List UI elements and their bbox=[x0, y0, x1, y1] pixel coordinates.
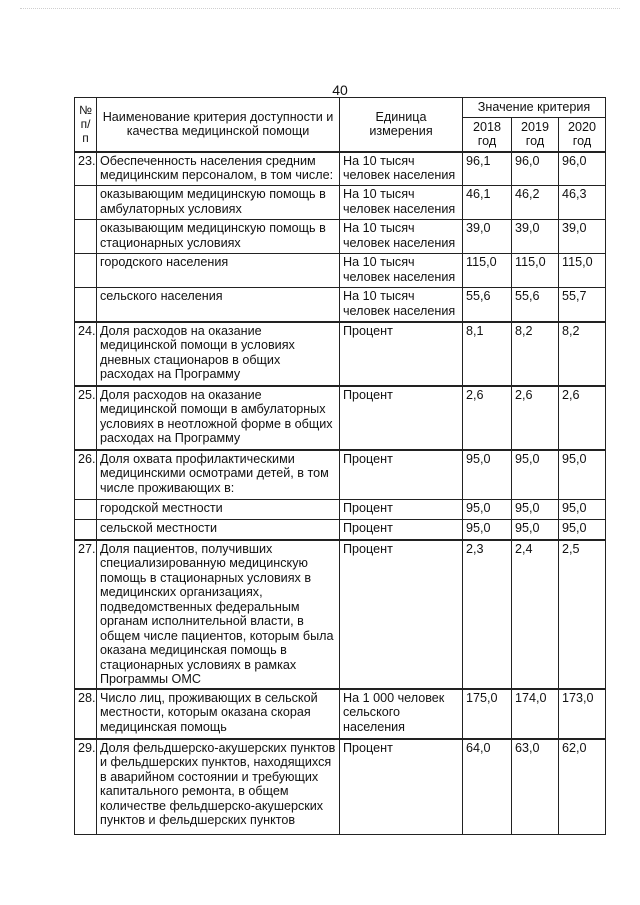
table-row bbox=[75, 739, 606, 835]
value-2020: 62,0 bbox=[559, 739, 606, 835]
value-2019: 55,6 bbox=[512, 288, 559, 322]
scan-artifact bbox=[20, 8, 620, 11]
header-year-2018: 2018 год bbox=[463, 117, 512, 152]
value-2020: 46,3 bbox=[559, 186, 606, 220]
row-number bbox=[75, 220, 97, 254]
value-2019: 174,0 bbox=[512, 689, 559, 739]
unit-cell: Процент bbox=[340, 739, 463, 835]
value-2018: 8,1 bbox=[463, 322, 512, 386]
value-2019: 39,0 bbox=[512, 220, 559, 254]
row-number bbox=[75, 500, 97, 520]
row-number: 23. bbox=[75, 152, 97, 186]
row-number bbox=[75, 288, 97, 322]
page-number: 40 bbox=[332, 82, 348, 98]
value-2019: 95,0 bbox=[512, 450, 559, 500]
header-num: № п/п bbox=[75, 98, 97, 152]
criterion-name: оказывающим медицинскую помощь в стационарных условиях bbox=[97, 220, 340, 254]
row-number: 28. bbox=[75, 689, 97, 739]
value-2018: 46,1 bbox=[463, 186, 512, 220]
table-row bbox=[75, 540, 606, 689]
table-row bbox=[75, 288, 606, 322]
table-row bbox=[75, 500, 606, 520]
value-2020: 95,0 bbox=[559, 500, 606, 520]
unit-cell: Процент bbox=[340, 386, 463, 450]
row-number: 26. bbox=[75, 450, 97, 500]
criterion-name: сельской местности bbox=[97, 520, 340, 540]
criterion-name: Доля расходов на оказание медицинской помощи в амбулаторных условиях в неотложной форме в общих расходах на Программу bbox=[97, 386, 340, 450]
row-number: 24. bbox=[75, 322, 97, 386]
value-2019: 8,2 bbox=[512, 322, 559, 386]
criterion-name: Обеспеченность населения средним медицинским персоналом, в том числе: bbox=[97, 152, 340, 186]
value-2020: 95,0 bbox=[559, 450, 606, 500]
value-2020: 115,0 bbox=[559, 254, 606, 288]
value-2018: 95,0 bbox=[463, 500, 512, 520]
criterion-name: Доля расходов на оказание медицинской помощи в условиях дневных стационаров в общих расходах на Программу bbox=[97, 322, 340, 386]
value-2020: 8,2 bbox=[559, 322, 606, 386]
header-year-2020: 2020 год bbox=[559, 117, 606, 152]
table-header bbox=[75, 98, 606, 152]
row-number bbox=[75, 520, 97, 540]
value-2020: 173,0 bbox=[559, 689, 606, 739]
unit-cell: На 10 тысяч человек населения bbox=[340, 186, 463, 220]
row-number: 25. bbox=[75, 386, 97, 450]
criterion-name: Число лиц, проживающих в сельской местности, которым оказана скорая медицинская помощь bbox=[97, 689, 340, 739]
row-number: 29. bbox=[75, 739, 97, 835]
unit-cell: Процент bbox=[340, 450, 463, 500]
value-2018: 175,0 bbox=[463, 689, 512, 739]
row-number bbox=[75, 254, 97, 288]
unit-cell: На 10 тысяч человек населения bbox=[340, 288, 463, 322]
header-value: Значение критерия bbox=[463, 98, 606, 118]
value-2018: 115,0 bbox=[463, 254, 512, 288]
value-2018: 39,0 bbox=[463, 220, 512, 254]
value-2019: 63,0 bbox=[512, 739, 559, 835]
value-2020: 55,7 bbox=[559, 288, 606, 322]
criteria-table bbox=[74, 97, 606, 835]
row-number bbox=[75, 186, 97, 220]
unit-cell: Процент bbox=[340, 540, 463, 689]
value-2019: 2,4 bbox=[512, 540, 559, 689]
table-row bbox=[75, 254, 606, 288]
value-2019: 46,2 bbox=[512, 186, 559, 220]
value-2019: 95,0 bbox=[512, 500, 559, 520]
header-name: Наименование критерия доступности и качества медицинской помощи bbox=[97, 98, 340, 152]
unit-cell: Процент bbox=[340, 500, 463, 520]
table-body bbox=[75, 152, 606, 835]
criterion-name: городского населения bbox=[97, 254, 340, 288]
row-number: 27. bbox=[75, 540, 97, 689]
value-2018: 2,6 bbox=[463, 386, 512, 450]
header-year-2019: 2019 год bbox=[512, 117, 559, 152]
value-2020: 2,5 bbox=[559, 540, 606, 689]
value-2019: 96,0 bbox=[512, 152, 559, 186]
value-2019: 115,0 bbox=[512, 254, 559, 288]
table-row bbox=[75, 520, 606, 540]
criterion-name: Доля фельдшерско-акушерских пунктов и фельдшерских пунктов, находящихся в аварийном состоянии и требующих капитального ремонта, в общем количестве фельдшерско-акушерских пунктов и фельдшерских пунктов bbox=[97, 739, 340, 835]
unit-cell: На 10 тысяч человек населения bbox=[340, 254, 463, 288]
value-2019: 95,0 bbox=[512, 520, 559, 540]
table-row bbox=[75, 386, 606, 450]
table-row bbox=[75, 152, 606, 186]
criterion-name: городской местности bbox=[97, 500, 340, 520]
header-unit: Единица измерения bbox=[340, 98, 463, 152]
criterion-name: Доля охвата профилактическими медицинскими осмотрами детей, в том числе проживающих в: bbox=[97, 450, 340, 500]
value-2018: 64,0 bbox=[463, 739, 512, 835]
value-2019: 2,6 bbox=[512, 386, 559, 450]
table-row bbox=[75, 450, 606, 500]
criterion-name: оказывающим медицинскую помощь в амбулаторных условиях bbox=[97, 186, 340, 220]
unit-cell: Процент bbox=[340, 322, 463, 386]
unit-cell: На 1 000 человек сельского населения bbox=[340, 689, 463, 739]
value-2018: 55,6 bbox=[463, 288, 512, 322]
value-2018: 2,3 bbox=[463, 540, 512, 689]
unit-cell: На 10 тысяч человек населения bbox=[340, 152, 463, 186]
value-2018: 95,0 bbox=[463, 520, 512, 540]
criterion-name: сельского населения bbox=[97, 288, 340, 322]
value-2020: 95,0 bbox=[559, 520, 606, 540]
value-2018: 96,1 bbox=[463, 152, 512, 186]
criterion-name: Доля пациентов, получивших специализированную медицинскую помощь в стационарных условиях в медицинских организациях, подведомственных федеральным органам исполнительной власти, в общем числе пациентов, которым была оказана медицинская помощь в стационарных условиях в рамках Программы ОМС bbox=[97, 540, 340, 689]
table-row bbox=[75, 689, 606, 739]
table-row bbox=[75, 220, 606, 254]
table-row bbox=[75, 186, 606, 220]
value-2018: 95,0 bbox=[463, 450, 512, 500]
value-2020: 96,0 bbox=[559, 152, 606, 186]
value-2020: 39,0 bbox=[559, 220, 606, 254]
value-2020: 2,6 bbox=[559, 386, 606, 450]
table-row bbox=[75, 322, 606, 386]
unit-cell: На 10 тысяч человек населения bbox=[340, 220, 463, 254]
unit-cell: Процент bbox=[340, 520, 463, 540]
